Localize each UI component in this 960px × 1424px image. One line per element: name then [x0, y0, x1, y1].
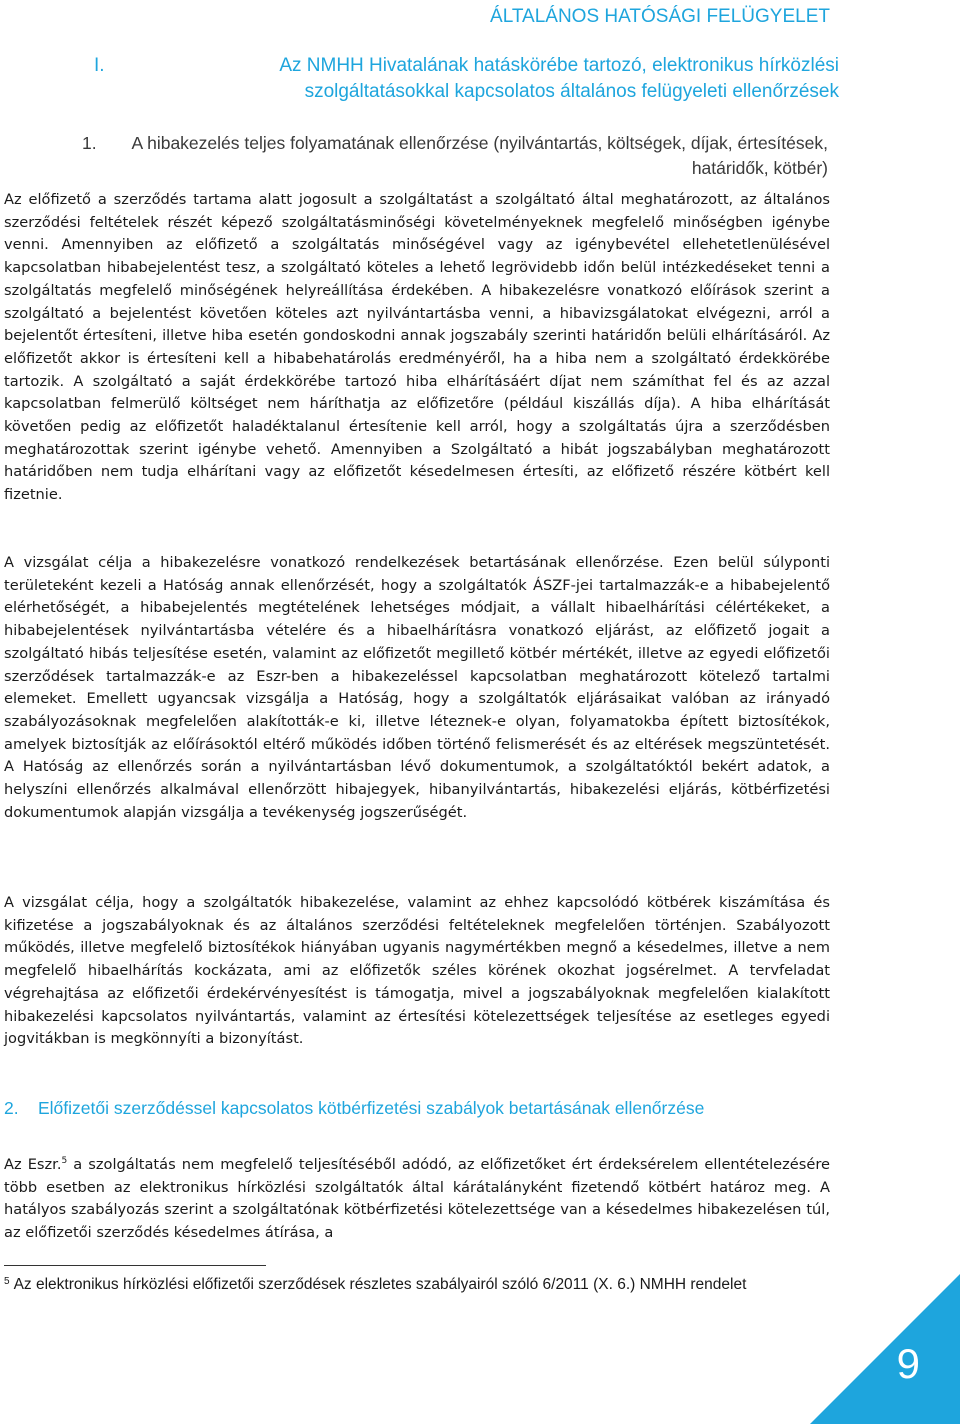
paragraph-4-rest: a szolgáltatás nem megfelelő teljesítéséből adódó, az előfizetőket ért érdeksérelem ellentételezésére több esetben az elektronikus hírközlési szolgáltatók által kárátalányként fizetendő kötbért határoz meg. A hatályos szabályozás szerint a szolgáltatónak kötbérfizetési kötelezettsége van a késedelmes hibakezelésen túl, az előfizetői szerződés késedelmes átírása, a [4, 1156, 830, 1242]
subsection-1-number: 1. [82, 133, 97, 153]
footnote-reference[interactable]: 5 [61, 1156, 68, 1166]
page-number: 9 [896, 1340, 920, 1387]
section-heading [94, 53, 844, 105]
section-title: Az NMHH Hivatalának hatáskörébe tartozó, elektronikus hírközlési szolgáltatásokkal kapcsolatos általános felügyeleti ellenőrzések [279, 55, 839, 102]
section-number: I. [94, 55, 105, 76]
paragraph-4-start: Az Eszr. [4, 1156, 62, 1173]
subsection-2-heading [4, 1098, 884, 1119]
footnote [4, 1274, 824, 1296]
corner-triangle-decoration [810, 1274, 960, 1424]
running-header: ÁLTALÁNOS HATÓSÁGI FELÜGYELET [490, 6, 830, 27]
footnote-marker: 5 [4, 1276, 10, 1287]
footnote-text: Az elektronikus hírközlési előfizetői szerződések részletes szabályairól szóló 6/2011 (X. 6.) NMHH rendelet [13, 1276, 747, 1293]
subsection-2-number: 2. [4, 1098, 19, 1118]
paragraph-1: Az előfizető a szerződés tartama alatt jogosult a szolgáltatást a szolgáltató által meghatározott, az általános szerződési feltételek részét képező szolgáltatásminőségi követelményeknek megfelelő minőségben igénybe venni. Amennyiben az előfizető a szolgáltatás minőségével vagy az igénybevétel ellehetetlenülésével kapcsolatban hibabejelentést tesz, a szolgáltató köteles a lehető legrövidebb időn belül intézkedéseket tenni a szolgáltatás megfelelő minőségének helyreállítása érdekében. A hibakezelésre vonatkozó előírások szerint a szolgáltató a bejelentést követően köteles azt nyilvántartásba venni, a hibavizsgálatokat elvégezni, arról a bejelentőt értesíteni, illetve hiba esetén gondoskodni annak jogszabály szerinti határidőn belüli elhárításáról. Az előfizetőt akkor is értesíteni kell a hibabehatárolás eredményéről, ha a hiba nem a szolgáltató érdekkörébe tartozik. A szolgáltató a saját érdekkörébe tartozó hiba elhárításáért díjat nem számíthat fel és az azzal kapcsolatban felmerülő költséget nem háríthatja az előfizetőre (például kiszállás díja). A hiba elhárítását követően pedig az előfizetőt haladéktalanul értesítenie kell arról, hogy a szolgáltatás újra a szerződésben meghatározottak szerint igénybe vehető. Amennyiben a Szolgáltató a hibát jogszabályban meghatározott határidőben nem tudja elhárítani vagy az előfizetőt késedelmesen értesíti, az előfizető részére kötbért kell fizetnie. [4, 191, 830, 504]
footnote-separator [4, 1265, 266, 1266]
paragraph-4 [4, 1154, 830, 1245]
paragraph-2: A vizsgálat célja a hibakezelésre vonatkozó rendelkezések betartásának ellenőrzése. Ezen belül súlyponti területeként kezeli a Hatóság annak ellenőrzését, hogy a szolgáltatók ÁSZF-jei tartalmazzák-e a hibabejelentő elérhetőségét, a hibabejelentés megtételének lehetséges módjait, a vállalt hibaelhárítási célértékeket, a hibabejelentések nyilvántartásba vételére és a hibaelhárításra vonatkozó eljárást, az előfizető jogait a szolgáltató hibás teljesítése esetén, valamint az előfizetőt megillető kötbér mértékét, illetve az egyedi előfizetői szerződések tartalmazzák-e az Eszr-ben a hibakezeléssel kapcsolatban meghatározott kötelező tartalmi elemeket. Emellett ugyancsak vizsgálja a Hatóság, hogy a szolgáltatók eljárásaikat valóban az irányadó szabályozásoknak megfelelően alakították-e ki, illetve léteznek-e olyan, folyamatokba épített biztosítékok, amelyek biztosítják az előírásoktól eltérő működés időben történő felismerését és az eltérések megszüntetését. A Hatóság az ellenőrzés során a nyilvántartásban lévő dokumentumok, a szolgáltatóktól bekért adatok, a helyszíni ellenőrzés alkalmával ellenőrzött hibajegyek, hibanyilvántartás, hibakezelési eljárás, kötbérfizetési dokumentumok alapján vizsgálja a tevékenység jogszerűségét. [4, 554, 830, 821]
subsection-1-title: A hibakezelés teljes folyamatának ellenőrzése (nyilvántartás, költségek, díjak, értesítések, határidők, kötbér) [131, 133, 828, 178]
paragraph-3: A vizsgálat célja, hogy a szolgáltatók hibakezelése, valamint az ehhez kapcsolódó kötbérek kiszámítása és kifizetése a jogszabályoknak és az általános szerződési feltételeknek megfelelően történjen. Szabályozott működés, illetve megfelelő biztosítékok hiányában ugyanis nagymértékben megnő a késedelmes, illetve a nem megfelelő hibaelhárítás kockázata, ami az előfizetők széles körének okozhat jogsérelmet. A tervfeladat végrehajtása az előfizetői érdekérvényesítést is támogatja, mivel a jogszabályoknak megfelelően kialakított hibakezelési kapcsolatos nyilvántartás, valamint az értesítési kötelezettségek teljesítése az esetleges egyedi jogvitákban is megkönnyíti a bizonyítást. [4, 894, 830, 1048]
subsection-2-title: Előfizetői szerződéssel kapcsolatos kötbérfizetési szabályok betartásának ellenőrzése [38, 1098, 705, 1118]
subsection-1-heading [82, 131, 828, 181]
